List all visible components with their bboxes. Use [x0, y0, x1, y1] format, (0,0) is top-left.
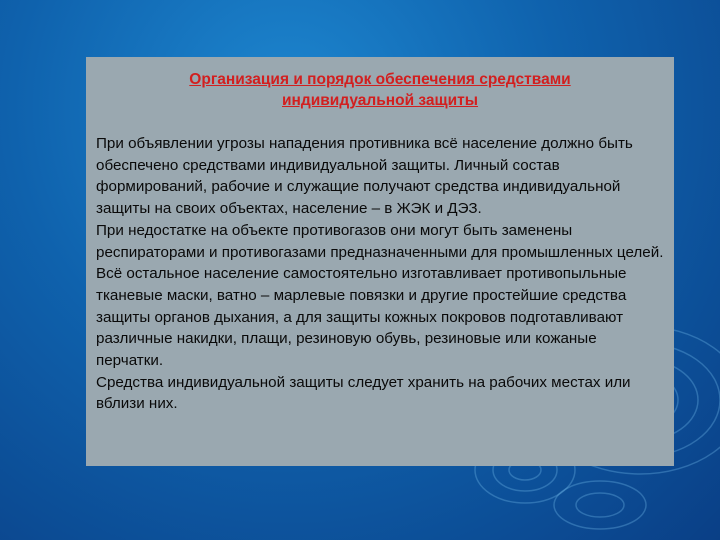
slide-title [100, 69, 660, 111]
paragraph-distribution: При объявлении угрозы нападения противника всё население должно быть обеспечено средствами индивидуальной защиты. Личный состав формирований, рабочие и служащие получают средства индивидуальной защиты на своих объектах, население – в ЖЭК и ДЭЗ. [96, 135, 633, 218]
slide-body [96, 133, 666, 415]
paragraph-alternatives: При недостатке на объекте противогазов они могут быть заменены респираторами и противогазами предназначенными для промышленных целей. Всё остальное население самостоятельно изготавливает противопыльные тканевые маски, ватно – марлевые повязки и другие простейшие средства защиты органов дыхания, а для защиты кожных покровов подготавливают различные накидки, плащи, резиновую обувь, резиновые или кожаные перчатки. [96, 221, 664, 370]
slide-title-line-1: Организация и порядок обеспечения средствами [189, 71, 571, 88]
slide-title-line-2: индивидуальной защиты [282, 92, 478, 109]
paragraph-storage: Средства индивидуальной защиты следует хранить на рабочих местах или вблизи них. [96, 373, 631, 413]
